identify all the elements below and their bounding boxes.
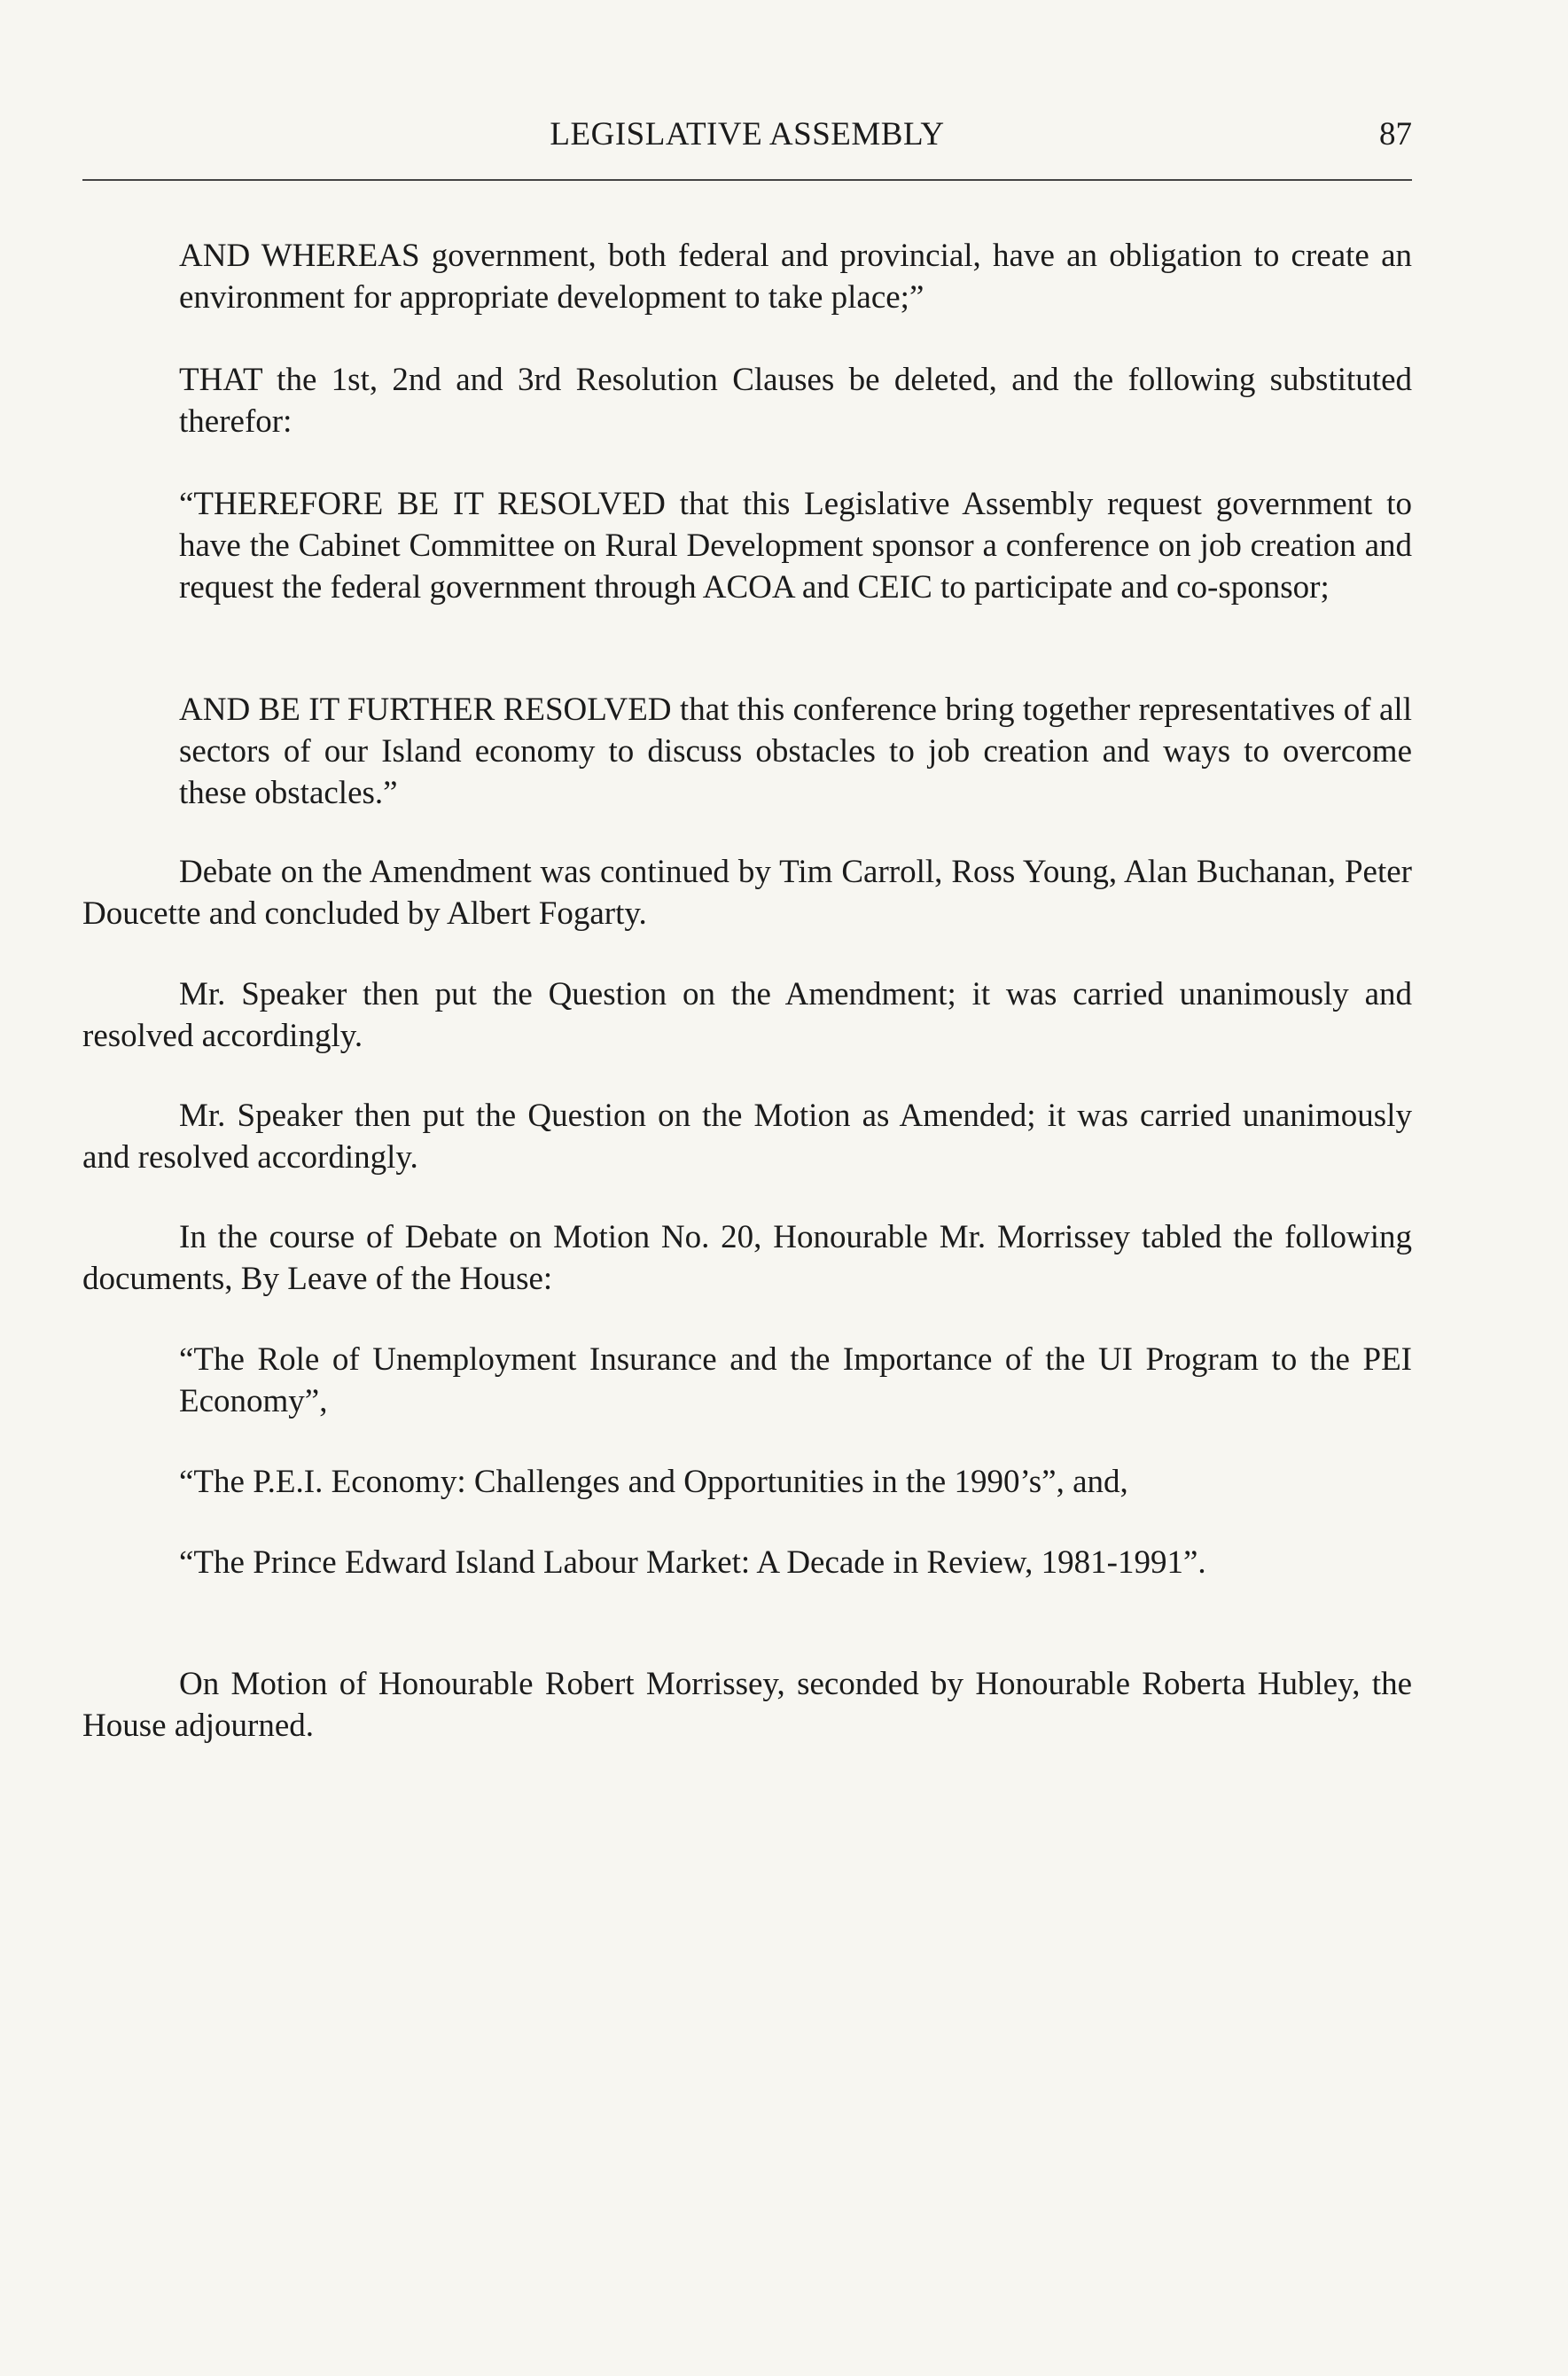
running-title: LEGISLATIVE ASSEMBLY	[550, 116, 945, 152]
debate-paragraph: Debate on the Amendment was continued by Tim Carroll, Ross Young, Alan Buchanan, Peter Doucette and concluded by Albert Fogarty.	[82, 854, 1412, 932]
tabled-document-2: “The P.E.I. Economy: Challenges and Opportunities in the 1990’s”, and,	[179, 1464, 1128, 1500]
header-rule	[82, 179, 1412, 181]
tabled-document-1: “The Role of Unemployment Insurance and the Importance of the UI Program to the PEI Economy”,	[179, 1341, 1412, 1419]
amendment-clause: THAT the 1st, 2nd and 3rd Resolution Clauses be deleted, and the following substituted therefor:	[179, 362, 1412, 440]
whereas-clause: AND WHEREAS government, both federal and provincial, have an obligation to create an environment for appropriate development to take place;”	[179, 238, 1412, 316]
further-resolution-clause: AND BE IT FURTHER RESOLVED that this conference bring together representatives of all sectors of our Island economy to discuss obstacles to job creation and ways to overcome these obstacles.”	[179, 692, 1412, 811]
resolution-clause: “THEREFORE BE IT RESOLVED that this Legislative Assembly request government to have the Cabinet Committee on Rural Development sponsor a conference on job creation and request the federal government through ACOA and CEIC to participate and co-sponsor;	[179, 486, 1412, 606]
page-number: 87	[1379, 116, 1412, 152]
motion-vote-paragraph: Mr. Speaker then put the Question on the Motion as Amended; it was carried unanimously and resolved accordingly.	[82, 1098, 1412, 1176]
page-header	[82, 105, 1412, 158]
tabled-documents-paragraph: In the course of Debate on Motion No. 20, Honourable Mr. Morrissey tabled the following documents, By Leave of the House:	[82, 1219, 1412, 1297]
amendment-vote-paragraph: Mr. Speaker then put the Question on the Amendment; it was carried unanimously and resolved accordingly.	[82, 976, 1412, 1054]
tabled-document-3: “The Prince Edward Island Labour Market: A Decade in Review, 1981-1991”.	[179, 1544, 1206, 1581]
adjournment-paragraph: On Motion of Honourable Robert Morrissey, seconded by Honourable Roberta Hubley, the House adjourned.	[82, 1666, 1412, 1744]
